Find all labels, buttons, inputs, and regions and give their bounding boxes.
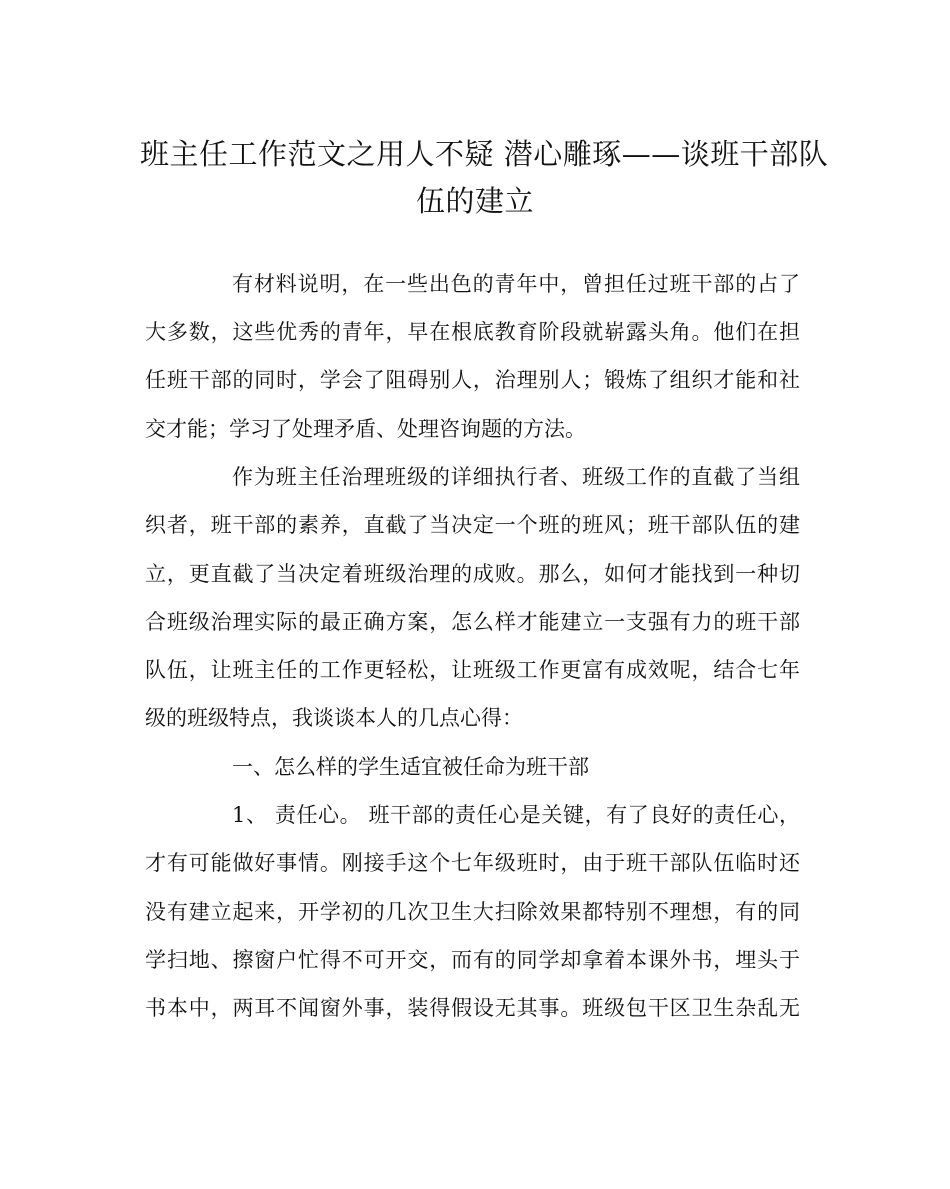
paragraph-line: 任班干部的同时，学会了阻碍别人，治理别人；锻炼了组织才能和社 bbox=[145, 368, 800, 392]
paragraph-line: 1、 责任心。 班干部的责任心是关键，有了良好的责任心， bbox=[232, 803, 800, 827]
paragraph-line: 有材料说明，在一些出色的青年中，曾担任过班干部的占了 bbox=[232, 272, 800, 296]
paragraph-line: 学扫地、擦窗户忙得不可开交，而有的同学却拿着本课外书，埋头于 bbox=[145, 948, 800, 972]
paragraph-line: 立，更直截了当决定着班级治理的成败。那么，如何才能找到一种切 bbox=[145, 562, 800, 586]
section-heading: 一、怎么样的学生适宜被任命为班干部 bbox=[232, 755, 589, 779]
paragraph-line: 合班级治理实际的最正确方案，怎么样才能建立一支强有力的班干部 bbox=[145, 610, 800, 634]
paragraph-line: 交才能；学习了处理矛盾、处理咨询题的方法。 bbox=[145, 417, 586, 441]
paragraph-line: 作为班主任治理班级的详细执行者、班级工作的直截了当组 bbox=[232, 465, 800, 489]
paragraph-line: 队伍，让班主任的工作更轻松，让班级工作更富有成效呢，结合七年 bbox=[145, 658, 800, 682]
document-title-line-2: 伍的建立 bbox=[415, 184, 534, 218]
paragraph-line: 书本中，两耳不闻窗外事，装得假设无其事。班级包干区卫生杂乱无 bbox=[145, 996, 800, 1020]
paragraph-line: 大多数，这些优秀的青年，早在根底教育阶段就崭露头角。他们在担 bbox=[145, 320, 800, 344]
paragraph-line: 才有可能做好事情。刚接手这个七年级班时，由于班干部队伍临时还 bbox=[145, 851, 800, 875]
document-title-line-1: 班主任工作范文之用人不疑 潜心雕琢——谈班干部队 bbox=[140, 137, 829, 171]
paragraph-line: 织者，班干部的素养，直截了当决定一个班的班风；班干部队伍的建 bbox=[145, 513, 800, 537]
paragraph-line: 没有建立起来，开学初的几次卫生大扫除效果都特别不理想，有的同 bbox=[145, 900, 800, 924]
paragraph-line: 级的班级特点，我谈谈本人的几点心得： bbox=[145, 706, 523, 730]
